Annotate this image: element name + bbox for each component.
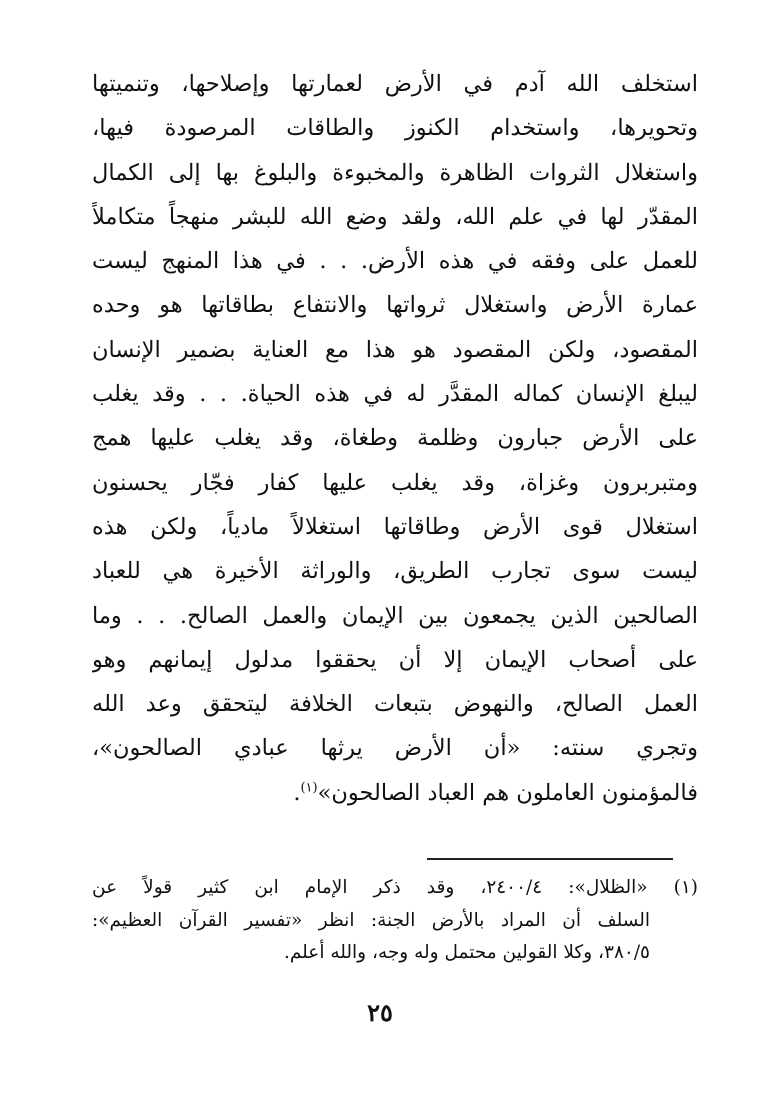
text-line: المقدّر لها في علم الله، ولقد وضع الله للبشر منهجاً متكاملاً [92,203,698,230]
text-line: العمل الصالح، والنهوض بتبعات الخلافة ليتحقق وعد الله [92,691,698,718]
text-line: عمارة الأرض واستغلال ثرواتها والانتفاع بطاقاتها هو وحده [92,292,698,319]
text-line: للعمل على وفقه في هذه الأرض. . . في هذا المنهج ليست [92,248,698,275]
footnote-reference: (١) [300,780,318,796]
page-number: ٢٥ [367,998,393,1027]
text-line: وتحويرها، واستخدام الكنوز والطاقات المرصودة فيها، [92,115,698,142]
text-line: على الأرض جبارون وظلمة وطغاة، وقد يغلب عليها همج [92,425,698,452]
footnote-line: ٣٨٠/٥، وكلا القولين محتمل وله وجه، والله أعلم. [283,942,650,963]
text-line: على أصحاب الإيمان إلا أن يحققوا مدلول إيمانهم وهو [92,646,698,673]
footnotes [92,872,698,970]
sentence-end-mark: . [293,779,301,806]
main-text [92,62,698,815]
text-line: استخلف الله آدم في الأرض لعمارتها وإصلاحها، وتنميتها [92,71,698,97]
text-line: واستغلال الثروات الظاهرة والمخبوءة والبلوغ بها إلى الكمال [92,159,698,186]
text-line: المقصود، ولكن المقصود هو هذا مع العناية بضمير الإنسان [92,336,698,363]
footnote-separator [427,858,673,860]
text-line: ليبلغ الإنسان كماله المقدَّر له في هذه الحياة. . . وقد يغلب [92,381,698,408]
text-line: ومتبربرون وغزاة، وقد يغلب عليها كفار فجّار يحسنون [92,469,698,496]
text-line: ليست سوى تجارب الطريق، والوراثة الأخيرة هي للعباد [92,558,698,585]
text-line: الصالحين الذين يجمعون بين الإيمان والعمل الصالح. . . وما [92,602,698,629]
text-line: وتجري سنته: «أن الأرض يرثها عبادي الصالحون»، [92,735,698,762]
footnote-line: السلف أن المراد بالأرض الجنة: انظر «تفسير القرآن العظيم»: [92,909,650,931]
footnote-line: (١) «الظلال»: ٢٤٠٠/٤، وقد ذكر الإمام ابن كثير قولاً عن [92,877,698,898]
text-line-last [92,771,698,815]
text-line: استغلال قوى الأرض وطاقاتها استغلالاً مادياً، ولكن هذه [92,513,698,540]
last-line-text: فالمؤمنون العاملون هم العباد الصالحون» [317,779,698,806]
